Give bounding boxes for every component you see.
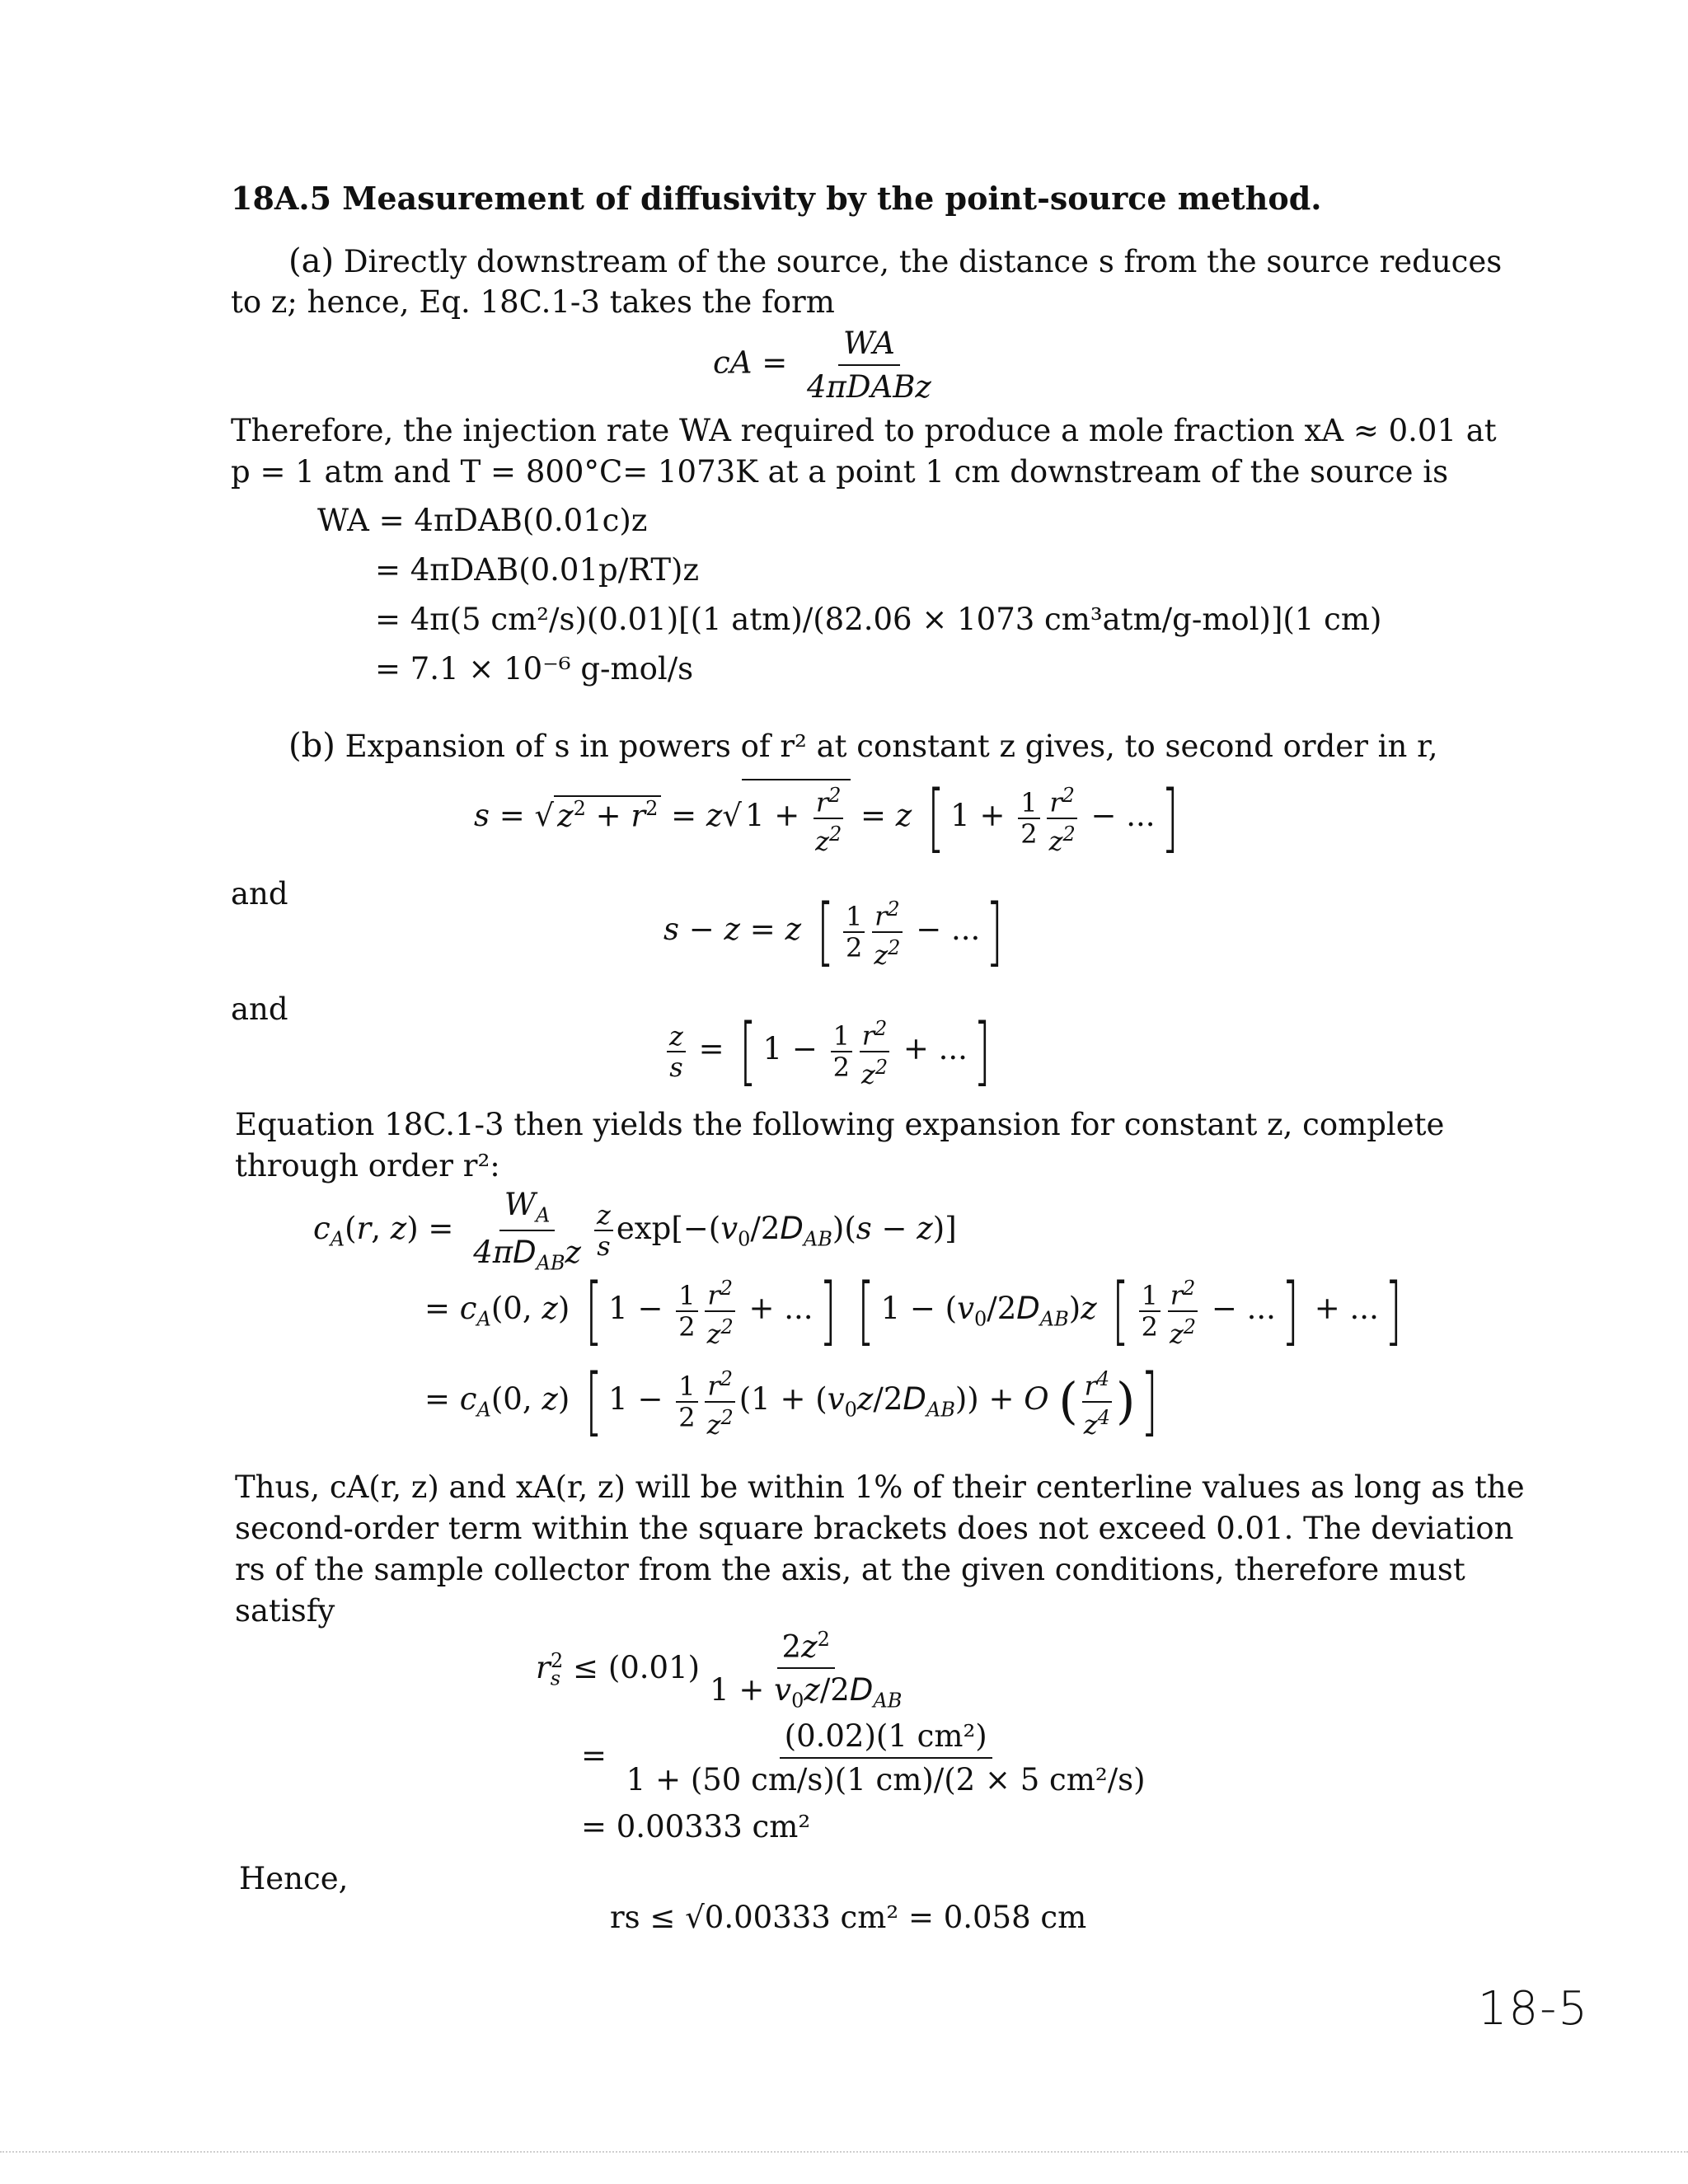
part-a-intro-line-1	[288, 241, 1502, 283]
part-b-para-line-4: satisfy	[235, 1593, 335, 1629]
and-label-1: and	[231, 876, 288, 912]
part-b-para-line-2: second-order term within the square brackets does not exceed 0.01. The deviation	[235, 1511, 1514, 1546]
calc-line-2: = 4πDAB(0.01p/RT)z	[375, 552, 699, 588]
equation-ca-numerator: WA	[838, 326, 900, 366]
expansion-s-equation: s = √ $z^2 + r^2 = z√$ 1 + $\frac{r^2}{z^2}$ = z [ 1 + $\frac{1}{2}$ $\frac{r^2}{z^2}$ − ...]	[474, 774, 1179, 861]
page-number: 18-5	[1477, 1982, 1589, 2036]
inequality-numeric: = $\frac{\text{(0.02)(1 cm²)}}{\text{1 + (50 cm/s)(1 cm)/(2 × 5 cm²/s)}}$	[581, 1718, 1156, 1797]
part-b-intro-text: Expansion of s in powers of r² at constant z gives, to second order in r,	[345, 729, 1438, 764]
hence-label: Hence,	[239, 1861, 349, 1896]
equation-ca-fraction	[802, 326, 936, 405]
calc-line-4: = 7.1 × 10⁻⁶ g-mol/s	[375, 651, 694, 687]
expansion-s-minus-z-equation: s − z = z [ $\frac{1}{2}$ $\frac{r^2}{z^2}$ − ...]	[663, 888, 1004, 975]
inequality-rs-squared: $r_s^2 \le (0.01)$ $\frac{2z^2}{1 + v_0z/2D_{AB}}$	[536, 1628, 903, 1713]
scan-footer-line	[0, 2151, 1688, 2156]
calc-line-3: = 4π(5 cm²/s)(0.01)[(1 atm)/(82.06 × 1073 cm³atm/g-mol)](1 cm)	[375, 602, 1382, 637]
part-b-para-line-3: rs of the sample collector from the axis, at the given conditions, therefore must	[235, 1552, 1465, 1587]
part-a-intro-line-2: to z; hence, Eq. 18C.1-3 takes the form	[231, 284, 835, 320]
part-a-text-line-1: Therefore, the injection rate WA required to produce a mole fraction xA ≈ 0.01 at	[231, 413, 1497, 448]
expansion-ca-line-2: = $c_A(0$, z) [ 1 − $\frac{1}{2}$ $\frac{r^2}{z^2}$ + ...] [ $1 - (v_0/2D_{AB})z$ [ $\frac{1}{2}$ $\frac{r^2}{z^2}$ − ...] + ...]	[424, 1267, 1402, 1354]
equation-ca-lhs: cA =	[713, 344, 788, 381]
inequality-result: = 0.00333 cm²	[581, 1809, 811, 1844]
inequality-numeric-numerator: (0.02)(1 cm²)	[780, 1718, 992, 1759]
part-a-intro-text-1: Directly downstream of the source, the distance s from the source reduces	[343, 244, 1503, 279]
part-a-label: (a)	[288, 242, 335, 280]
equation-ca-denominator: 4πDABz	[806, 369, 931, 405]
expansion-ca-line-1: $c_A(r$, z) = $\frac{W_A}{4\pi D_{AB}z}$ $\frac{z}{s}$ $\exp[-(v_0/2D_{AB})(s - z)]$	[313, 1187, 957, 1275]
part-b-text-line-1: Equation 18C.1-3 then yields the following expansion for constant z, complete	[235, 1107, 1445, 1142]
calc-line-1: WA = 4πDAB(0.01c)z	[317, 503, 648, 538]
part-b-text-line-2: through order r²:	[235, 1148, 500, 1183]
and-label-2: and	[231, 991, 288, 1027]
expansion-ca-line-3: = $c_A(0$, z) [ 1 − $\frac{1}{2}$ $\frac{r^2}{z^2}$ $(1 + (v_0z/2D_{AB})) + O$ ( $\frac{r^4}{z^4}$ )]	[424, 1357, 1159, 1445]
part-a-text-line-2: p = 1 atm and T = 800°C= 1073K at a point 1 cm downstream of the source is	[231, 454, 1449, 490]
part-b-intro-line	[288, 725, 1437, 767]
part-b-label: (b)	[288, 727, 335, 765]
expansion-z-over-s-equation: $\frac{z}{s}$ = [ 1 − $\frac{1}{2}$ $\frac{r^2}{z^2}$ + ...]	[663, 1014, 996, 1089]
inequality-numeric-denominator: 1 + (50 cm/s)(1 cm)/(2 × 5 cm²/s)	[626, 1762, 1146, 1797]
part-b-para-line-1: Thus, cA(r, z) and xA(r, z) will be within 1% of their centerline values as long as the	[235, 1469, 1525, 1505]
equation-ca	[713, 326, 941, 405]
final-result: rs ≤ √0.00333 cm² = 0.058 cm	[610, 1900, 1087, 1935]
problem-title: 18A.5 Measurement of diffusivity by the point-source method.	[231, 180, 1322, 217]
